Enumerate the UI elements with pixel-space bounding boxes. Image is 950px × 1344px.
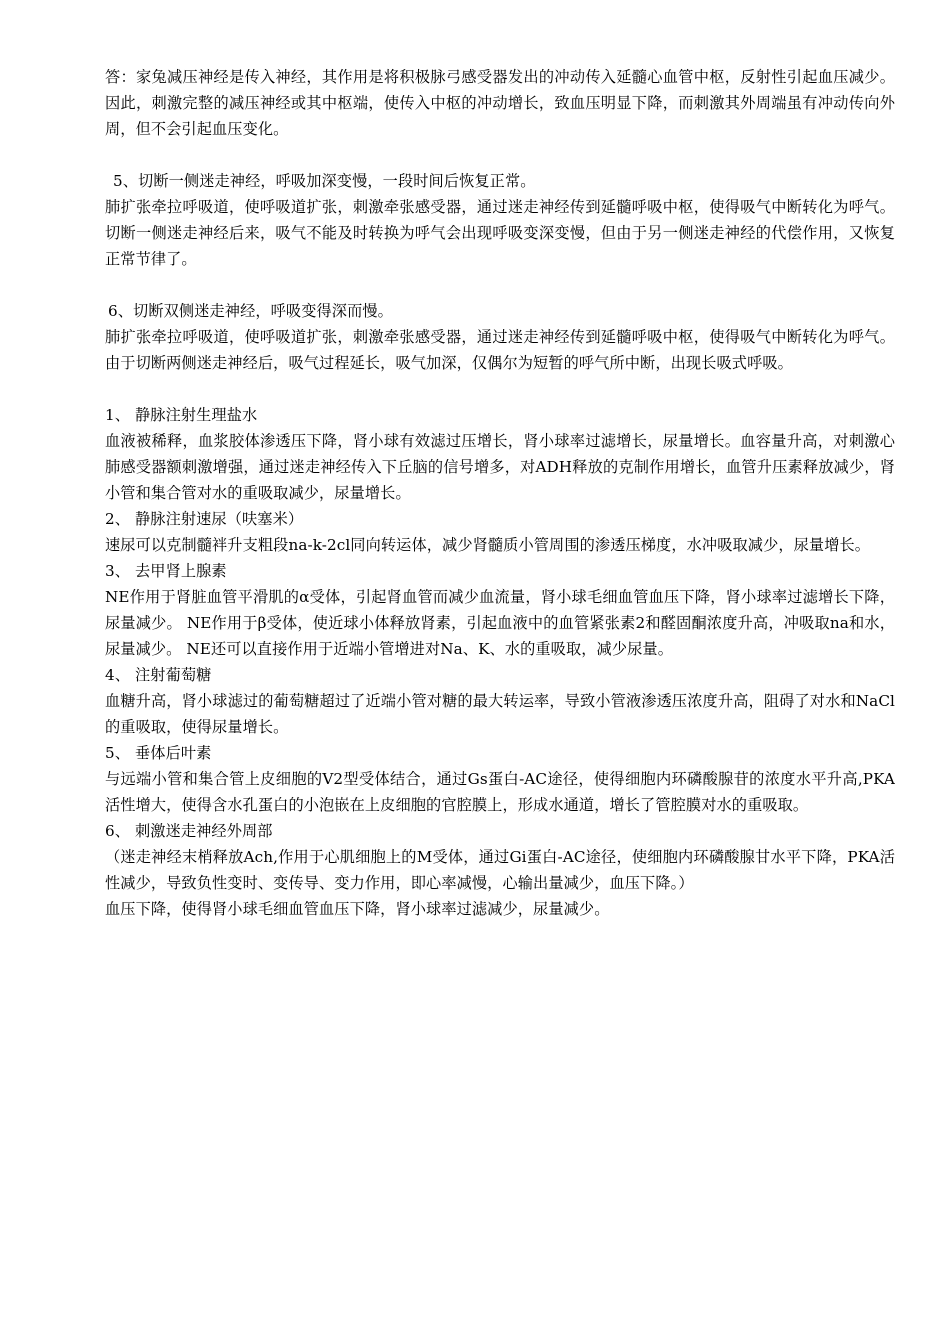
list-body-5: 与远端小管和集合管上皮细胞的V2型受体结合，通过Gs蛋白-AC途径，使得细胞内环磷酸腺苷的浓度水平升高,PKA活性增大，使得含水孔蛋白的小泡嵌在上皮细胞的官腔膜上，形成水通道，增长了管腔膜对水的重吸取。 [105,770,895,814]
list-title: 垂体后叶素 [135,744,212,762]
list-title: 注射葡萄糖 [135,666,212,684]
list-title: 静脉注射生理盐水 [135,406,258,424]
spacer [105,272,895,298]
list-body-4: 血糖升高，肾小球滤过的葡萄糖超过了近端小管对糖的最大转运率，导致小管液渗透压浓度升高，阻碍了对水和NaCl的重吸取，使得尿量增长。 [105,692,895,736]
document-page [105,64,895,922]
item-6-title: 6、切断双侧迷走神经，呼吸变得深而慢。 [108,302,393,320]
list-number: 4、 [105,666,131,684]
list-number: 1、 [105,406,131,424]
list-title: 去甲肾上腺素 [135,562,227,580]
list-title: 静脉注射速尿（呋塞米） [135,510,304,528]
list-body-6b: 血压下降，使得肾小球毛细血管血压下降，肾小球率过滤减少，尿量减少。 [105,900,610,918]
list-heading-2 [105,506,895,532]
list-number: 2、 [105,510,131,528]
item-5-title: 5、切断一侧迷走神经，呼吸加深变慢，一段时间后恢复正常。 [113,172,536,190]
list-body-1: 血液被稀释，血浆胶体渗透压下降，肾小球有效滤过压增长，肾小球率过滤增长，尿量增长。血容量升高，对刺激心肺感受器额刺激增强，通过迷走神经传入下丘脑的信号增多，对ADH释放的克制作用增长，血管升压素释放减少，肾小管和集合管对水的重吸取减少，尿量增长。 [105,432,895,502]
item-6-body: 肺扩张牵拉呼吸道，使呼吸道扩张，刺激牵张感受器，通过迷走神经传到延髓呼吸中枢，使得吸气中断转化为呼气。由于切断两侧迷走神经后，吸气过程延长，吸气加深，仅偶尔为短暂的呼气所中断，出现长吸式呼吸。 [105,328,895,372]
list-heading-4 [105,662,895,688]
list-heading-1 [105,402,895,428]
item-5-body: 肺扩张牵拉呼吸道，使呼吸道扩张，刺激牵张感受器，通过迷走神经传到延髓呼吸中枢，使得吸气中断转化为呼气。切断一侧迷走神经后来，吸气不能及时转换为呼气会出现呼吸变深变慢，但由于另一侧迷走神经的代偿作用，又恢复正常节律了。 [105,198,895,268]
list-body-3: NE作用于肾脏血管平滑肌的α受体，引起肾血管而减少血流量，肾小球毛细血管血压下降，肾小球率过滤增长下降，尿量减少。 NE作用于β受体，使近球小体释放肾素，引起血液中的血管紧张素2和醛固酮浓度升高，冲吸取na和水，尿量减少。 NE还可以直接作用于近端小管增进对Na、K、水的重吸取，减少尿量。 [105,588,895,658]
spacer [105,142,895,168]
list-title: 刺激迷走神经外周部 [135,822,273,840]
list-heading-3 [105,558,895,584]
list-body-2: 速尿可以克制髓袢升支粗段na-k-2cl同向转运体，减少肾髓质小管周围的渗透压梯度，水冲吸取减少，尿量增长。 [105,536,871,554]
list-heading-6 [105,818,895,844]
list-number: 3、 [105,562,131,580]
list-heading-5 [105,740,895,766]
list-body-6: （迷走神经末梢释放Ach,作用于心肌细胞上的M受体，通过Gi蛋白-AC途径，使细胞内环磷酸腺甘水平下降，PKA活性减少，导致负性变时、变传导、变力作用，即心率减慢，心输出量减少，血压下降。） [105,848,895,892]
answer-paragraph: 答：家兔减压神经是传入神经，其作用是将积极脉弓感受器发出的冲动传入延髓心血管中枢，反射性引起血压减少。因此，刺激完整的减压神经或其中枢端，使传入中枢的冲动增长，致血压明显下降，而刺激其外周端虽有冲动传向外周，但不会引起血压变化。 [105,68,895,138]
list-number: 6、 [105,822,131,840]
spacer [105,376,895,402]
list-number: 5、 [105,744,131,762]
